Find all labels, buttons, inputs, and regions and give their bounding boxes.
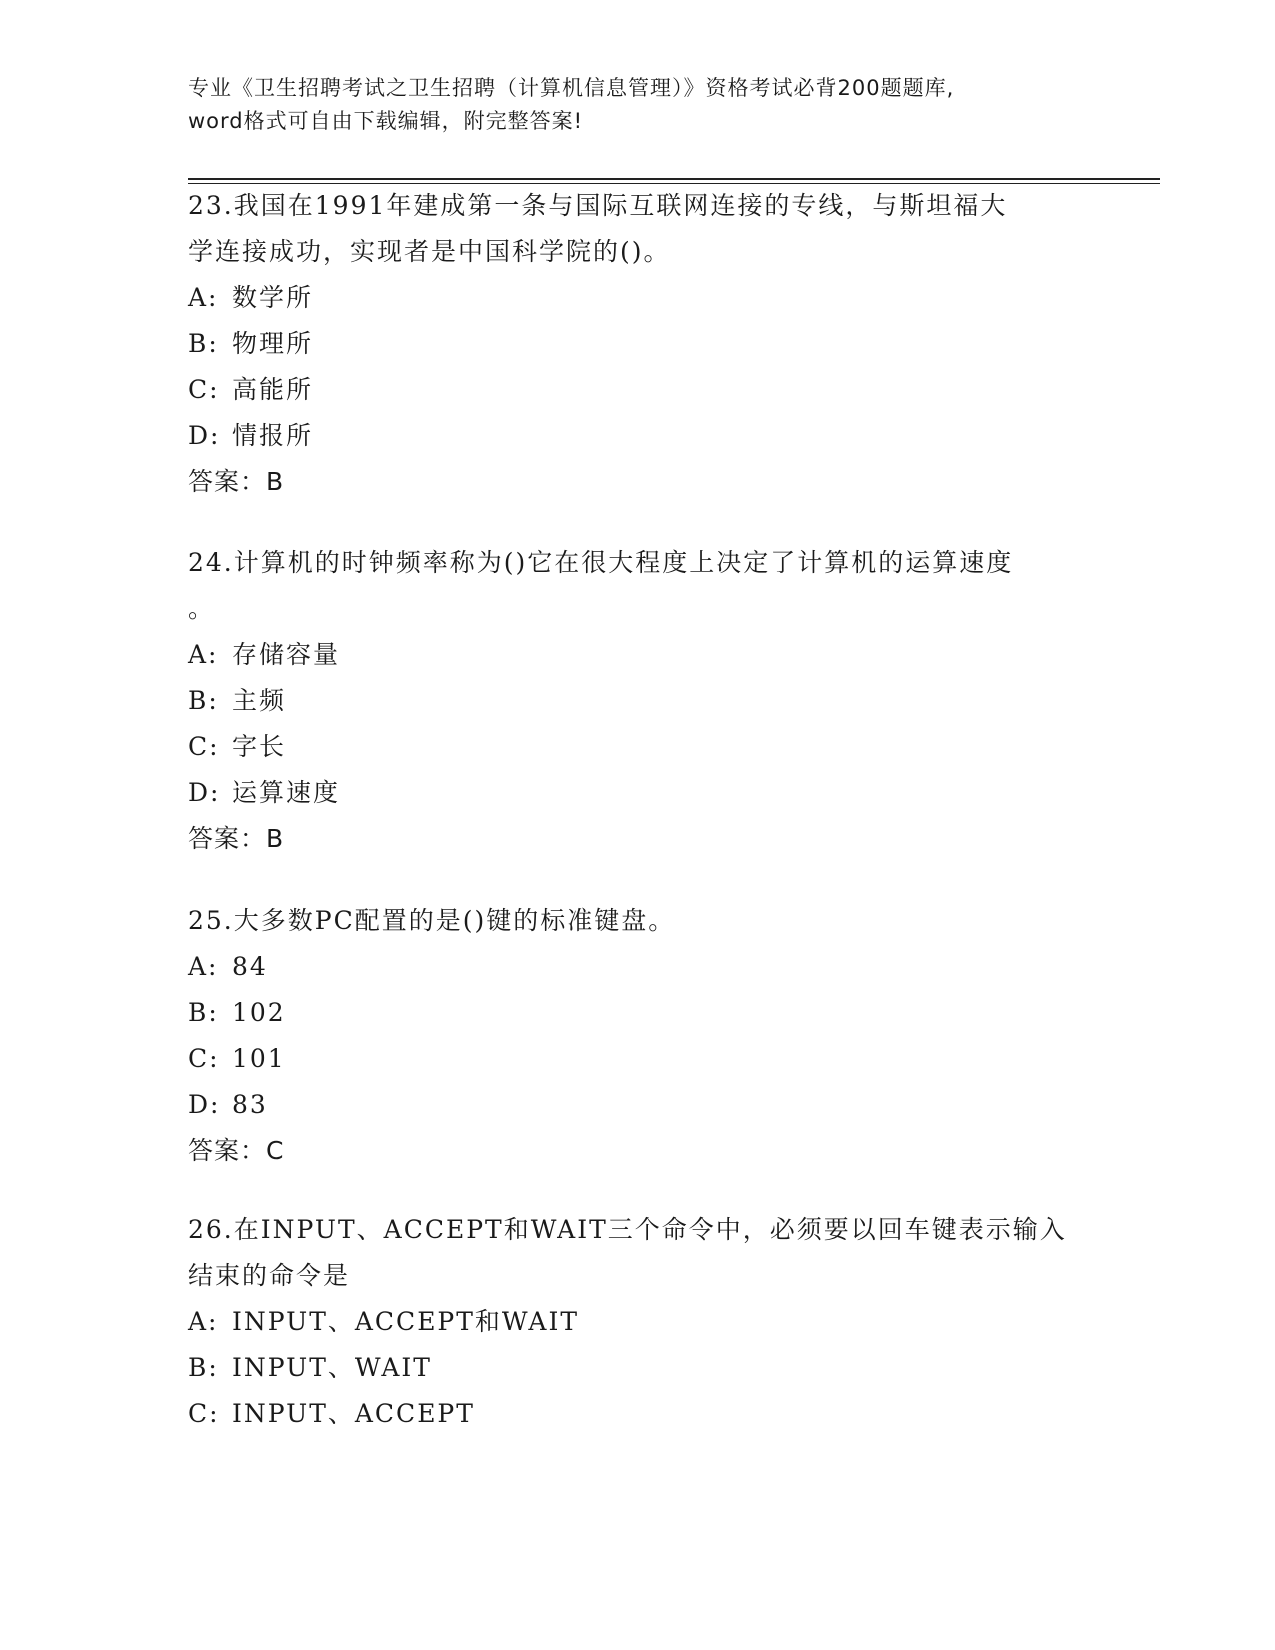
- option-b: [188, 678, 1088, 724]
- option-letter: C:: [188, 732, 220, 761]
- option-letter: C:: [188, 1399, 220, 1428]
- question-stem-line: 学连接成功，实现者是中国科学院的()。: [188, 237, 671, 266]
- question-26: [188, 1207, 1088, 1437]
- document-header: [188, 72, 1088, 138]
- option-a: [188, 1299, 1088, 1345]
- option-text: 情报所: [232, 421, 314, 450]
- option-b: [188, 321, 1088, 367]
- option-letter: A:: [188, 952, 219, 981]
- option-text: 主频: [232, 686, 287, 715]
- option-c: [188, 1036, 1088, 1082]
- question-25: [188, 898, 1088, 1174]
- option-letter: B:: [188, 998, 219, 1027]
- question-stem-line: 25.大多数PC配置的是()键的标准键盘。: [188, 906, 676, 935]
- option-text: 84: [232, 952, 268, 981]
- option-d: [188, 770, 1088, 816]
- option-letter: B:: [188, 329, 219, 358]
- answer-line: 答案：B: [188, 824, 285, 853]
- question-stem-line: 结束的命令是: [188, 1261, 351, 1290]
- option-letter: D:: [188, 421, 221, 450]
- option-text: 102: [232, 998, 286, 1027]
- option-text: INPUT、ACCEPT: [232, 1399, 475, 1428]
- option-letter: D:: [188, 778, 221, 807]
- option-text: 存储容量: [232, 640, 341, 669]
- option-c: [188, 1391, 1088, 1437]
- answer-line: 答案：B: [188, 467, 285, 496]
- option-letter: C:: [188, 375, 220, 404]
- question-stem-line: 26.在INPUT、ACCEPT和WAIT三个命令中，必须要以回车键表示输入: [188, 1215, 1067, 1244]
- option-a: [188, 632, 1088, 678]
- question-stem-line: 23.我国在1991年建成第一条与国际互联网连接的专线，与斯坦福大: [188, 191, 1008, 220]
- option-letter: A:: [188, 283, 219, 312]
- option-text: 高能所: [232, 375, 314, 404]
- question-stem-line: 24.计算机的时钟频率称为()它在很大程度上决定了计算机的运算速度: [188, 548, 1014, 577]
- option-letter: A:: [188, 640, 219, 669]
- option-text: 物理所: [232, 329, 314, 358]
- option-c: [188, 367, 1088, 413]
- option-text: 数学所: [232, 283, 314, 312]
- option-letter: C:: [188, 1044, 220, 1073]
- option-a: [188, 275, 1088, 321]
- option-text: 运算速度: [232, 778, 341, 807]
- option-d: [188, 1082, 1088, 1128]
- option-a: [188, 944, 1088, 990]
- option-c: [188, 724, 1088, 770]
- answer-line: 答案：C: [188, 1136, 285, 1165]
- header-rule-thick: [188, 178, 1160, 180]
- option-text: 101: [232, 1044, 286, 1073]
- option-letter: D:: [188, 1090, 221, 1119]
- option-text: 字长: [232, 732, 287, 761]
- option-letter: A:: [188, 1307, 219, 1336]
- option-d: [188, 413, 1088, 459]
- header-line-2: word格式可自由下载编辑，附完整答案!: [188, 109, 584, 133]
- question-24: [188, 540, 1088, 862]
- option-text: INPUT、WAIT: [232, 1353, 432, 1382]
- option-letter: B:: [188, 1353, 219, 1382]
- option-text: 83: [232, 1090, 268, 1119]
- option-b: [188, 1345, 1088, 1391]
- option-text: INPUT、ACCEPT和WAIT: [232, 1307, 579, 1336]
- question-23: [188, 183, 1088, 505]
- header-line-1: 专业《卫生招聘考试之卫生招聘（计算机信息管理）》资格考试必背200题题库,: [188, 76, 955, 100]
- option-b: [188, 990, 1088, 1036]
- question-stem-line: 。: [188, 594, 216, 623]
- option-letter: B:: [188, 686, 219, 715]
